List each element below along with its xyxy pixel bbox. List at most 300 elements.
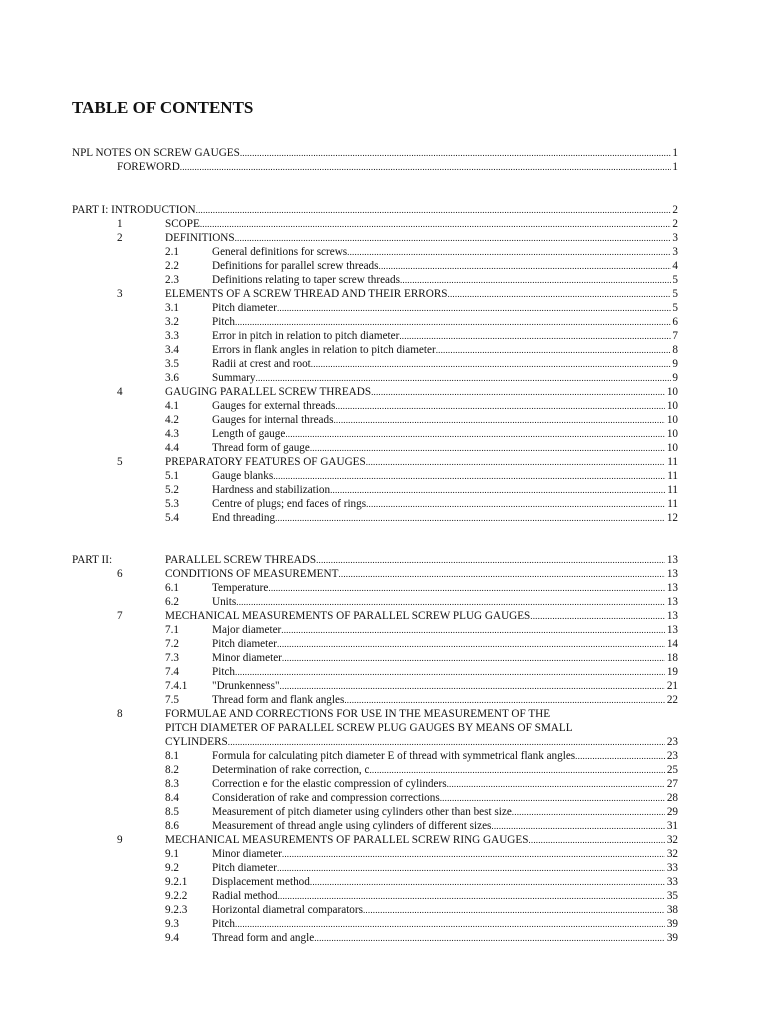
toc-entry-number: 2.1: [165, 246, 179, 258]
toc-entry-page[interactable]: 10: [666, 414, 678, 426]
dot-leader: [366, 498, 665, 512]
toc-entry-number: 7.3: [165, 652, 179, 664]
toc-entry-page[interactable]: 1: [672, 147, 678, 159]
toc-entry-label[interactable]: Radii at crest and root: [212, 358, 311, 370]
toc-entry-label[interactable]: Thread form and flank angles: [212, 694, 345, 706]
toc-entry-page[interactable]: 9: [672, 372, 678, 384]
toc-entry-number: 4.1: [165, 400, 179, 412]
toc-entry-leader: [212, 428, 665, 442]
dot-leader: [316, 554, 665, 568]
toc-entry-leader: [212, 778, 665, 792]
toc-entry-leader: [212, 904, 665, 918]
toc-entry-heading-text: PITCH DIAMETER OF PARALLEL SCREW PLUG GAUGES BY MEANS OF SMALL: [165, 722, 573, 734]
toc-entry[interactable]: [0, 302, 768, 316]
toc-entry-number: 1: [117, 218, 123, 230]
toc-entry-number: 6.1: [165, 582, 179, 594]
toc-entry[interactable]: [0, 820, 768, 834]
dot-leader: [278, 890, 665, 904]
toc-entry-page[interactable]: 25: [666, 764, 678, 776]
toc-entry-number: 7.1: [165, 624, 179, 636]
toc-entry[interactable]: [0, 218, 768, 232]
toc-entry-leader: [165, 456, 665, 470]
toc-entry-label[interactable]: Consideration of rake and compression corrections: [212, 792, 440, 804]
toc-entry-page[interactable]: 2: [672, 204, 678, 216]
toc-entry[interactable]: [0, 862, 768, 876]
toc-entry[interactable]: [0, 652, 768, 666]
toc-entry-label[interactable]: Measurement of pitch diameter using cylinders other than best size: [212, 806, 512, 818]
toc-entry-leader: [212, 414, 665, 428]
toc-entry-page[interactable]: 13: [666, 582, 678, 594]
toc-entry-leader: [165, 554, 665, 568]
dot-leader: [281, 624, 665, 638]
toc-entry-leader: [212, 358, 671, 372]
toc-entry-leader: [212, 820, 665, 834]
toc-entry-label[interactable]: Errors in flank angles in relation to pitch diameter: [212, 344, 436, 356]
toc-entry-leader: [117, 161, 671, 175]
toc-entry-label[interactable]: Measurement of thread angle using cylinders of different sizes: [212, 820, 492, 832]
toc-entry-page[interactable]: 13: [666, 554, 678, 566]
toc-entry-leader: [165, 834, 665, 848]
dot-leader: [282, 652, 665, 666]
toc-entry-number: 3.2: [165, 316, 179, 328]
toc-entry-label[interactable]: Pitch: [212, 316, 235, 328]
toc-entry-label[interactable]: MECHANICAL MEASUREMENTS OF PARALLEL SCREW RING GAUGES: [165, 834, 529, 846]
dot-leader: [235, 316, 671, 330]
toc-entry[interactable]: [0, 442, 768, 456]
toc-entry-label[interactable]: Major diameter: [212, 624, 282, 636]
toc-entry-leader: [165, 386, 665, 400]
toc-entry-number: 9.2.1: [165, 876, 188, 888]
toc-entry-page[interactable]: 10: [666, 400, 678, 412]
toc-entry-leader: [212, 666, 665, 680]
toc-entry-page[interactable]: 28: [666, 792, 678, 804]
toc-entry-label[interactable]: Error in pitch in relation to pitch diameter: [212, 330, 400, 342]
toc-entry-page[interactable]: 5: [672, 288, 678, 300]
toc-entry-leader: [212, 862, 665, 876]
toc-entry-page[interactable]: 5: [672, 302, 678, 314]
toc-entry[interactable]: [0, 736, 768, 750]
toc-entry-page[interactable]: 39: [666, 932, 678, 944]
toc-entry[interactable]: [0, 372, 768, 386]
dot-leader: [256, 372, 671, 386]
toc-entry-leader: [212, 764, 665, 778]
dot-leader: [285, 428, 665, 442]
toc-entry-leader: [165, 232, 671, 246]
toc-entry-leader: [212, 246, 671, 260]
toc-entry-leader: [72, 204, 671, 218]
toc-entry-label[interactable]: Pitch: [212, 918, 235, 930]
toc-entry[interactable]: [0, 414, 768, 428]
dot-leader: [235, 666, 665, 680]
toc-entry-leader: [165, 218, 671, 232]
dot-leader: [440, 792, 665, 806]
toc-entry-page[interactable]: 19: [666, 666, 678, 678]
toc-entry-leader: [212, 918, 665, 932]
dot-leader: [448, 288, 671, 302]
toc-entry-page[interactable]: 11: [667, 484, 678, 496]
toc-entry-leader: [212, 932, 665, 946]
dot-leader: [200, 218, 671, 232]
toc-entry[interactable]: [0, 386, 768, 400]
toc-entry-label[interactable]: Minor diameter: [212, 848, 282, 860]
toc-entry-label[interactable]: Thread form of gauge: [212, 442, 310, 454]
dot-leader: [335, 400, 665, 414]
toc-entry-label[interactable]: Pitch: [212, 666, 235, 678]
toc-entry-label[interactable]: Gauges for external threads: [212, 400, 336, 412]
dot-leader: [275, 512, 665, 526]
toc-entry-label[interactable]: Units: [212, 596, 237, 608]
toc-entry[interactable]: [0, 890, 768, 904]
toc-entry-heading-line: [0, 722, 768, 736]
toc-entry-leader: [212, 484, 665, 498]
dot-leader: [310, 442, 665, 456]
toc-entry-number: 8: [117, 708, 123, 720]
toc-entry-page[interactable]: 18: [666, 652, 678, 664]
dot-leader: [369, 764, 665, 778]
toc-entry-leader: [212, 274, 671, 288]
toc-entry-page[interactable]: 14: [666, 638, 678, 650]
toc-entry[interactable]: [0, 834, 768, 848]
toc-entry-page[interactable]: 33: [666, 862, 678, 874]
toc-entry-leader: [212, 792, 665, 806]
toc-entry[interactable]: [0, 358, 768, 372]
dot-leader: [330, 484, 665, 498]
toc-entry-leader: [165, 736, 665, 750]
dot-leader: [333, 414, 665, 428]
dot-leader: [282, 848, 665, 862]
toc-entry-label[interactable]: Determination of rake correction, c: [212, 764, 370, 776]
toc-entry-leader: [212, 442, 665, 456]
toc-entry-number: 4.3: [165, 428, 179, 440]
toc-entry-number: 8.2: [165, 764, 179, 776]
toc-entry-number: 3.1: [165, 302, 179, 314]
toc-entry-number: 4.2: [165, 414, 179, 426]
toc-entry-label[interactable]: Summary: [212, 372, 256, 384]
toc-entry-label[interactable]: Definitions for parallel screw threads: [212, 260, 379, 272]
toc-entry-number: 9: [117, 834, 123, 846]
toc-entry-heading-text: FORMULAE AND CORRECTIONS FOR USE IN THE MEASUREMENT OF THE: [165, 708, 551, 720]
toc-entry-label[interactable]: Minor diameter: [212, 652, 282, 664]
dot-leader: [196, 204, 671, 218]
toc-entry-number: 3.6: [165, 372, 179, 384]
toc-entry-number: 9.3: [165, 918, 179, 930]
toc-entry-page[interactable]: 31: [666, 820, 678, 832]
toc-entry-page[interactable]: 4: [672, 260, 678, 272]
toc-entry-label[interactable]: FOREWORD: [117, 161, 180, 173]
toc-entry[interactable]: [0, 316, 768, 330]
toc-entry[interactable]: [0, 778, 768, 792]
toc-entry-number: 2: [117, 232, 123, 244]
toc-entry[interactable]: [0, 554, 768, 568]
toc-entry-leader: [212, 330, 671, 344]
toc-entry-leader: [72, 147, 671, 161]
toc-entry-label[interactable]: Hardness and stabilization: [212, 484, 331, 496]
toc-entry[interactable]: [0, 456, 768, 470]
toc-entry-number: 3.3: [165, 330, 179, 342]
toc-entry[interactable]: [0, 764, 768, 778]
toc-entry-page[interactable]: 3: [672, 246, 678, 258]
toc-entry-label[interactable]: DEFINITIONS: [165, 232, 235, 244]
dot-leader: [236, 596, 665, 610]
toc-entry-page[interactable]: 11: [667, 470, 678, 482]
toc-entry[interactable]: [0, 470, 768, 484]
toc-entry[interactable]: [0, 161, 768, 175]
toc-entry-number: 5.2: [165, 484, 179, 496]
toc-entry[interactable]: [0, 344, 768, 358]
toc-entry-page[interactable]: 11: [667, 456, 678, 468]
toc-entry-label[interactable]: CYLINDERS: [165, 736, 228, 748]
toc-entry-page[interactable]: 13: [666, 568, 678, 580]
dot-leader: [268, 582, 665, 596]
dot-leader: [530, 610, 665, 624]
toc-entry-leader: [212, 694, 665, 708]
toc-entry-label[interactable]: Thread form and angle: [212, 932, 315, 944]
dot-leader: [447, 778, 665, 792]
toc-entry-number: PART II:: [72, 554, 113, 566]
toc-entry-label[interactable]: PART I: INTRODUCTION: [72, 204, 196, 216]
toc-entry-leader: [212, 680, 665, 694]
toc-entry[interactable]: [0, 904, 768, 918]
dot-leader: [310, 876, 665, 890]
toc-entry-number: 6: [117, 568, 123, 580]
toc-entry-page[interactable]: 9: [672, 358, 678, 370]
toc-entry[interactable]: [0, 204, 768, 218]
toc-entry-page[interactable]: 29: [666, 806, 678, 818]
toc-entry-leader: [212, 498, 665, 512]
toc-entry-leader: [212, 344, 671, 358]
toc-entry-number: 5: [117, 456, 123, 468]
dot-leader: [235, 232, 671, 246]
dot-leader: [180, 161, 671, 175]
toc-entry-page[interactable]: 33: [666, 876, 678, 888]
toc-entry-page[interactable]: 13: [666, 596, 678, 608]
toc-entry-page[interactable]: 38: [666, 904, 678, 916]
dot-leader: [366, 456, 665, 470]
toc-entry[interactable]: [0, 232, 768, 246]
toc-entry-number: 3.5: [165, 358, 179, 370]
toc-entry[interactable]: [0, 792, 768, 806]
toc-entry[interactable]: [0, 666, 768, 680]
toc-entry-label[interactable]: NPL NOTES ON SCREW GAUGES: [72, 147, 240, 159]
toc-entry-page[interactable]: 10: [666, 386, 678, 398]
toc-entry-page[interactable]: 13: [666, 610, 678, 622]
toc-entry-page[interactable]: 27: [666, 778, 678, 790]
toc-entry-label[interactable]: General definitions for screws: [212, 246, 348, 258]
toc-entry-label[interactable]: CONDITIONS OF MEASUREMENT: [165, 568, 339, 580]
toc-entry-number: 8.5: [165, 806, 179, 818]
toc-entry[interactable]: [0, 624, 768, 638]
toc-entry-label[interactable]: "Drunkenness": [212, 680, 280, 692]
dot-leader: [280, 680, 665, 694]
toc-entry-label[interactable]: Gauge blanks: [212, 470, 274, 482]
dot-leader: [344, 694, 665, 708]
toc-entry-page[interactable]: 2: [672, 218, 678, 230]
toc-entry-page[interactable]: 12: [666, 512, 678, 524]
toc-entry-page[interactable]: 10: [666, 428, 678, 440]
toc-entry[interactable]: [0, 750, 768, 764]
toc-entry-label[interactable]: Pitch diameter: [212, 862, 277, 874]
toc-entry-label[interactable]: PARALLEL SCREW THREADS: [165, 554, 317, 566]
toc-entry-label[interactable]: Pitch diameter: [212, 638, 277, 650]
toc-entry-page[interactable]: 1: [672, 161, 678, 173]
toc-entry-label[interactable]: Horizontal diametral comparators: [212, 904, 363, 916]
toc-entry[interactable]: [0, 498, 768, 512]
toc-entry-leader: [165, 288, 671, 302]
toc-entry-label[interactable]: Formula for calculating pitch diameter E of thread with symmetrical flank angles: [212, 750, 576, 762]
toc-entry-leader: [165, 610, 665, 624]
toc-entry-page[interactable]: 5: [672, 274, 678, 286]
toc-entry-leader: [212, 848, 665, 862]
dot-leader: [347, 246, 671, 260]
dot-leader: [338, 568, 665, 582]
dot-leader: [311, 358, 671, 372]
toc-entry-label[interactable]: Temperature: [212, 582, 269, 594]
toc-entry-page[interactable]: 6: [672, 316, 678, 328]
toc-entry-number: 2.3: [165, 274, 179, 286]
toc-entry-label[interactable]: ELEMENTS OF A SCREW THREAD AND THEIR ERRORS: [165, 288, 448, 300]
dot-leader: [314, 932, 665, 946]
toc-entry-leader: [212, 890, 665, 904]
toc-entry-leader: [212, 512, 665, 526]
toc-entry-label[interactable]: Displacement method: [212, 876, 310, 888]
page-title: TABLE OF CONTENTS: [72, 98, 254, 117]
toc-entry-label[interactable]: PREPARATORY FEATURES OF GAUGES: [165, 456, 366, 468]
toc-entry-leader: [212, 260, 671, 274]
dot-leader: [277, 862, 665, 876]
toc-entry-label[interactable]: Radial method: [212, 890, 278, 902]
toc-entry-page[interactable]: 23: [666, 750, 678, 762]
toc-entry-leader: [212, 624, 665, 638]
dot-leader: [491, 820, 665, 834]
dot-leader: [277, 302, 671, 316]
toc-entry-label[interactable]: Correction e for the elastic compression of cylinders: [212, 778, 447, 790]
toc-entry[interactable]: [0, 246, 768, 260]
toc-entry-page[interactable]: 32: [666, 834, 678, 846]
dot-leader: [400, 274, 671, 288]
toc-entry[interactable]: [0, 288, 768, 302]
toc-entry-page[interactable]: 8: [672, 344, 678, 356]
toc-entry-label[interactable]: Centre of plugs; end faces of rings: [212, 498, 367, 510]
toc-entry[interactable]: [0, 512, 768, 526]
dot-leader: [371, 386, 665, 400]
toc-entry-label[interactable]: GAUGING PARALLEL SCREW THREADS: [165, 386, 372, 398]
toc-entry[interactable]: [0, 932, 768, 946]
toc-entry-number: 4.4: [165, 442, 179, 454]
toc-entry[interactable]: [0, 428, 768, 442]
toc-entry-leader: [212, 372, 671, 386]
toc-entry-heading-line: [0, 708, 768, 722]
toc-entry[interactable]: [0, 260, 768, 274]
toc-entry-leader: [212, 400, 665, 414]
toc-entry[interactable]: [0, 848, 768, 862]
toc-entry-number: 8.1: [165, 750, 179, 762]
toc-entry[interactable]: [0, 274, 768, 288]
toc-entry-leader: [212, 638, 665, 652]
toc-entry-number: 8.6: [165, 820, 179, 832]
dot-leader: [240, 147, 671, 161]
toc-entry-page[interactable]: 35: [666, 890, 678, 902]
toc-entry-number: 8.4: [165, 792, 179, 804]
toc-entry-leader: [212, 806, 665, 820]
toc-entry-page[interactable]: 11: [667, 498, 678, 510]
toc-entry[interactable]: [0, 876, 768, 890]
toc-entry-page[interactable]: 32: [666, 848, 678, 860]
dot-leader: [528, 834, 665, 848]
toc-entry[interactable]: [0, 806, 768, 820]
toc-entry-label[interactable]: End threading: [212, 512, 276, 524]
toc-entry-number: 5.1: [165, 470, 179, 482]
toc-entry-label[interactable]: MECHANICAL MEASUREMENTS OF PARALLEL SCREW PLUG GAUGES: [165, 610, 531, 622]
toc-entry[interactable]: [0, 400, 768, 414]
toc-entry-leader: [212, 470, 665, 484]
toc-entry[interactable]: [0, 147, 768, 161]
toc-entry-page[interactable]: 7: [672, 330, 678, 342]
toc-entry-number: 7.4: [165, 666, 179, 678]
dot-leader: [436, 344, 671, 358]
toc-entry-page[interactable]: 13: [666, 624, 678, 636]
toc-entry-label[interactable]: Gauges for internal threads: [212, 414, 334, 426]
toc-entry-number: 9.2.3: [165, 904, 188, 916]
toc-entry[interactable]: [0, 484, 768, 498]
toc-entry-leader: [212, 652, 665, 666]
toc-entry-number: 3: [117, 288, 123, 300]
dot-leader: [277, 638, 665, 652]
toc-entry-label[interactable]: Length of gauge: [212, 428, 286, 440]
toc-entry-number: 4: [117, 386, 123, 398]
toc-entry-number: 5.3: [165, 498, 179, 510]
toc-entry[interactable]: [0, 330, 768, 344]
toc-entry-page[interactable]: 10: [666, 442, 678, 454]
dot-leader: [228, 736, 665, 750]
dot-leader: [399, 330, 671, 344]
toc-entry-number: 9.1: [165, 848, 179, 860]
toc-entry-page[interactable]: 23: [666, 736, 678, 748]
toc-entry-number: 8.3: [165, 778, 179, 790]
toc-entry-page[interactable]: 21: [666, 680, 678, 692]
toc-entry-label[interactable]: SCOPE: [165, 218, 200, 230]
toc-entry-label[interactable]: Pitch diameter: [212, 302, 277, 314]
toc-entry-number: 3.4: [165, 344, 179, 356]
toc-entry-page[interactable]: 3: [672, 232, 678, 244]
toc-entry[interactable]: [0, 568, 768, 582]
toc-entry-page[interactable]: 22: [666, 694, 678, 706]
toc-entry-number: 9.2: [165, 862, 179, 874]
toc-entry-page[interactable]: 39: [666, 918, 678, 930]
toc-entry-number: 9.4: [165, 932, 179, 944]
toc-entry[interactable]: [0, 680, 768, 694]
toc-entry-leader: [212, 316, 671, 330]
toc-entry[interactable]: [0, 918, 768, 932]
toc-entry[interactable]: [0, 694, 768, 708]
toc-entry-number: 7.2: [165, 638, 179, 650]
toc-entry-label[interactable]: Definitions relating to taper screw threads: [212, 274, 400, 286]
dot-leader: [273, 470, 665, 484]
toc-entry-leader: [212, 876, 665, 890]
dot-leader: [235, 918, 665, 932]
dot-leader: [512, 806, 665, 820]
toc-entry[interactable]: [0, 638, 768, 652]
toc-entry[interactable]: [0, 610, 768, 624]
toc-entry-number: 6.2: [165, 596, 179, 608]
toc-entry-number: 9.2.2: [165, 890, 188, 902]
toc-entry[interactable]: [0, 596, 768, 610]
toc-entry-leader: [212, 302, 671, 316]
toc-entry-number: 7: [117, 610, 123, 622]
toc-entry-leader: [212, 596, 665, 610]
toc-entry-number: 5.4: [165, 512, 179, 524]
toc-entry-number: 7.5: [165, 694, 179, 706]
toc-entry[interactable]: [0, 582, 768, 596]
